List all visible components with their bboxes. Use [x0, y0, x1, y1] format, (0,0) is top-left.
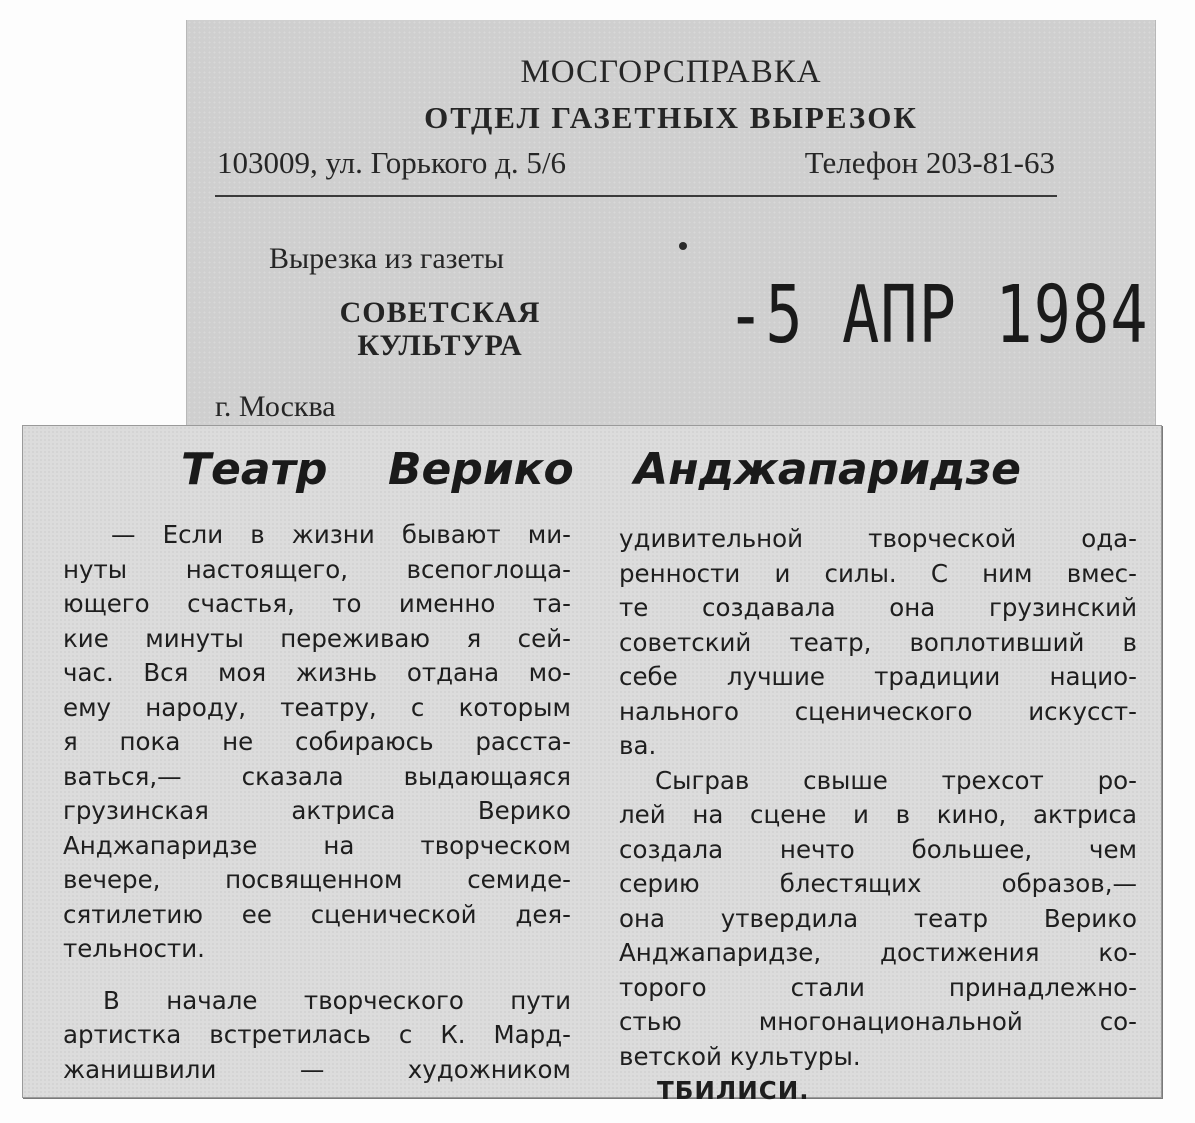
- ink-dot: [679, 242, 687, 250]
- text-line: нального сценического искусст-: [619, 696, 1137, 726]
- date-stamp: -5 АПР 1984: [727, 268, 1149, 362]
- department-name: ОТДЕЛ ГАЗЕТНЫХ ВЫРЕЗОК: [424, 100, 918, 135]
- text-line: Анджапаридзе, достижения ко-: [619, 938, 1137, 967]
- contact-row: [217, 145, 1055, 181]
- text-line: серию блестящих образов,—: [619, 869, 1137, 898]
- city: г. Москва: [215, 390, 336, 423]
- text-line: торого стали принадлежно-: [619, 972, 1137, 1002]
- text-line: советский театр, воплотивший в: [619, 627, 1137, 657]
- text-line: создала нечто большее, чем: [619, 834, 1137, 864]
- clipping-label: Вырезка из газеты: [269, 242, 505, 275]
- text-line: она утвердила театр Верико: [619, 903, 1137, 933]
- phone: Телефон 203-81-63: [804, 145, 1055, 180]
- paragraph-gap: [63, 967, 571, 984]
- text-line: нуты настоящего, всепоглоща-: [63, 554, 571, 584]
- headline-word: Верико: [387, 444, 574, 495]
- text-line: Сыграв свыше трехсот ро-: [655, 765, 1137, 795]
- text-line: ветской культуры.: [619, 1041, 861, 1071]
- text-line: — Если в жизни бывают ми-: [111, 520, 571, 549]
- newspaper-name-line2: КУЛЬТУРА: [357, 329, 523, 362]
- article-headline: [181, 444, 1021, 495]
- text-line: кие минуты переживаю я сей-: [63, 623, 571, 653]
- text-line: тельности.: [63, 934, 205, 963]
- organization-name: МОСГОРСПРАВКА: [520, 54, 822, 90]
- text-line: себе лучшие традиции нацио-: [619, 662, 1137, 691]
- text-line: лей на сцене и в кино, актриса: [619, 800, 1137, 829]
- text-line: Анджапаридзе на творческом: [63, 830, 571, 860]
- text-line: В начале творческого пути: [103, 985, 571, 1015]
- clipping-service-form: [186, 20, 1156, 450]
- text-line: артистка встретилась с К. Мард-: [63, 1020, 571, 1049]
- text-line: час. Вся моя жизнь отдана мо-: [63, 658, 571, 687]
- text-line: ему народу, театру, с которым: [63, 692, 571, 722]
- text-line: ренности и силы. С ним вмес-: [619, 558, 1137, 588]
- headline-word: Театр: [181, 444, 328, 495]
- text-line: вечере, посвященном семиде-: [63, 865, 571, 894]
- article-signoff: ТБИЛИСИ.: [657, 1076, 810, 1105]
- divider-line: [215, 195, 1057, 197]
- text-line: жанишвили — художником: [63, 1054, 571, 1084]
- text-line: стью многонациональной со-: [619, 1007, 1137, 1036]
- article-column-left: [63, 518, 571, 1087]
- newspaper-name-line1: СОВЕТСКАЯ: [339, 296, 541, 329]
- text-line: те создавала она грузинский: [619, 593, 1137, 622]
- text-line: ваться,— сказала выдающаяся: [63, 761, 571, 791]
- headline-word: Анджапаридзе: [634, 444, 1021, 495]
- text-line: я пока не собираюсь расста-: [63, 727, 571, 756]
- article-column-right: [619, 522, 1137, 1109]
- address: 103009, ул. Горького д. 5/6: [217, 145, 567, 180]
- text-line: грузинская актриса Верико: [63, 796, 571, 825]
- newspaper-name: [315, 296, 565, 362]
- article-clipping: [22, 425, 1162, 1105]
- text-line: сятилетию ее сценической дея-: [63, 899, 571, 929]
- text-line: ва.: [619, 731, 657, 760]
- text-line: ющего счастья, то именно та-: [63, 589, 571, 618]
- text-line: удивительной творческой ода-: [619, 524, 1137, 553]
